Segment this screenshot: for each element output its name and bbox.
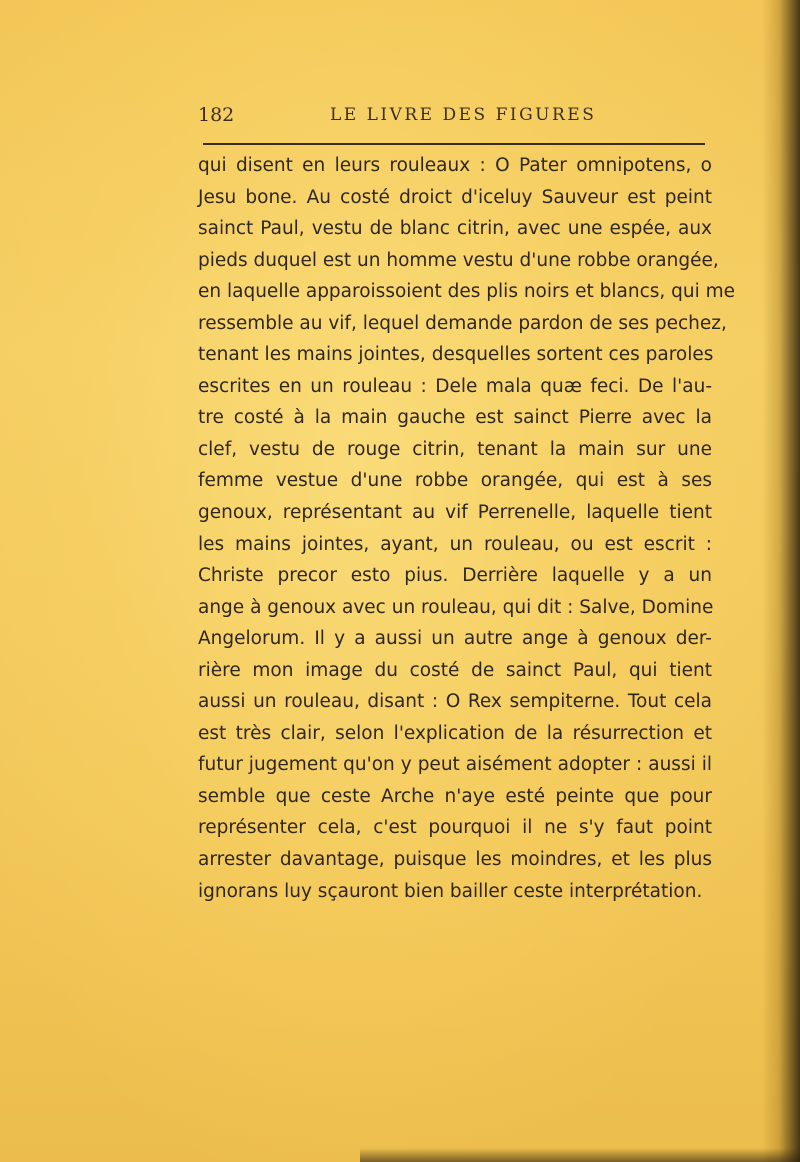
text-line: représenter cela, c'est pourquoi il ne s'y faut point: [198, 817, 712, 839]
page-bottom-shadow: [360, 1148, 800, 1162]
text-line: rière mon image du costé de sainct Paul, qui tient: [198, 659, 712, 681]
text-line: tenant les mains jointes, desquelles sortent ces paroles: [198, 344, 714, 366]
text-line: aussi un rouleau, disant : O Rex sempiterne. Tout cela: [198, 691, 712, 713]
header-rule: [203, 143, 705, 145]
text-line: clef, vestu de rouge citrin, tenant la main sur une: [198, 438, 712, 460]
page-header: [198, 104, 710, 134]
page-edge-shadow: [762, 0, 800, 1162]
text-line: escrites en un rouleau : Dele mala quæ feci. De l'au-: [198, 375, 712, 397]
text-line: les mains jointes, ayant, un rouleau, ou est escrit :: [198, 533, 712, 555]
text-line: ressemble au vif, lequel demande pardon de ses pechez,: [198, 312, 727, 334]
text-line: arrester davantage, puisque les moindres, et les plus: [198, 849, 712, 871]
text-line: en laquelle apparoissoient des plis noirs et blancs, qui me: [198, 281, 736, 303]
text-line: futur jugement qu'on y peut aisément adopter : aussi il: [198, 754, 712, 776]
text-line: Christe precor esto pius. Derrière laquelle y a un: [198, 565, 712, 587]
text-line: pieds duquel est un homme vestu d'une robbe orangée,: [198, 249, 719, 271]
text-line: ignorans luy sçauront bien bailler ceste interprétation.: [198, 880, 703, 902]
text-line: Angelorum. Il y a aussi un autre ange à genoux der-: [198, 628, 712, 650]
text-line: qui disent en leurs rouleaux : O Pater omnipotens, o: [198, 155, 712, 176]
body-text: [198, 150, 736, 907]
running-title: LE LIVRE DES FIGURES: [330, 105, 597, 125]
text-line: ange à genoux avec un rouleau, qui dit : Salve, Domine: [198, 596, 714, 618]
text-line: Jesu bone. Au costé droict d'iceluy Sauveur est peint: [198, 186, 712, 208]
text-line: sainct Paul, vestu de blanc citrin, avec une espée, aux: [198, 218, 712, 240]
text-line: femme vestue d'une robbe orangée, qui est à ses: [198, 470, 712, 492]
text-line: genoux, représentant au vif Perrenelle, laquelle tient: [198, 502, 712, 524]
page-number: 182: [198, 104, 235, 126]
text-line: semble que ceste Arche n'aye esté peinte que pour: [198, 785, 712, 807]
text-line: tre costé à la main gauche est sainct Pierre avec la: [198, 407, 712, 429]
text-line: est très clair, selon l'explication de la résurrection et: [198, 722, 712, 744]
